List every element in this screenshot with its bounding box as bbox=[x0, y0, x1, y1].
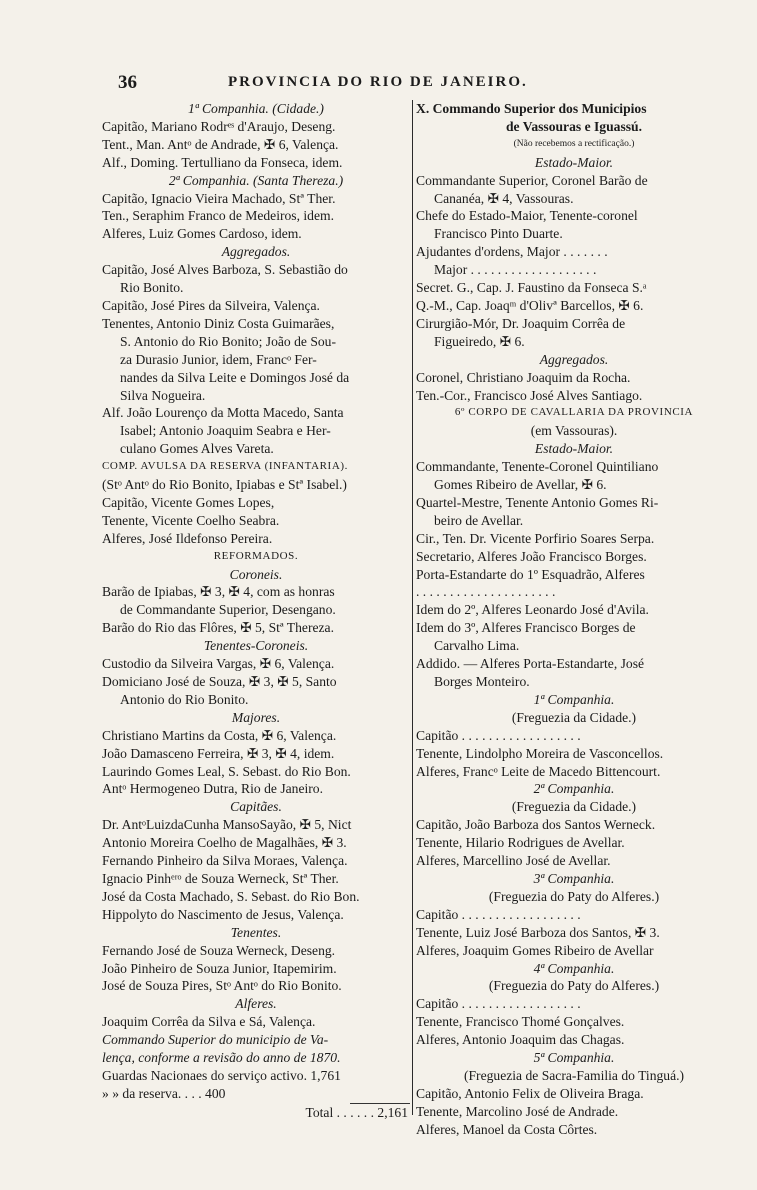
text-line: Secretario, Alferes João Francisco Borges. bbox=[416, 548, 647, 564]
text-line: Estado-Maior. bbox=[534, 154, 614, 170]
text-line: Francisco Pinto Duarte. bbox=[434, 226, 563, 242]
text-line: Tenente, Lindolpho Moreira de Vasconcellos. bbox=[416, 745, 664, 761]
text-line: nandes da Silva Leite e Domingos José da bbox=[120, 369, 350, 385]
text-line: Hippolyto do Nascimento de Jesus, Valença. bbox=[102, 906, 344, 922]
text-line: . . . . . . . . . . . . . . . . . . . . . bbox=[416, 584, 556, 600]
text-line: Tenente, Hilario Rodrigues de Avellar. bbox=[416, 835, 625, 851]
text-line: (Stᵒ Antᵒ do Rio Bonito, Ipiabas e Stª Isabel.) bbox=[102, 477, 347, 493]
text-line: Tenentes, Antonio Diniz Costa Guimarães, bbox=[102, 315, 335, 331]
text-line: Cananéa, ✠ 4, Vassouras. bbox=[434, 190, 574, 206]
text-line: Antonio Moreira Coelho de Magalhães, ✠ 3. bbox=[102, 835, 347, 851]
text-line: Alferes, Marcellino José de Avellar. bbox=[416, 853, 611, 869]
text-line: (Freguezia do Paty do Alferes.) bbox=[488, 888, 660, 904]
text-line: Porta-Estandarte do 1º Esquadrão, Alferes bbox=[416, 566, 645, 582]
text-line: Addido. — Alferes Porta-Estandarte, José bbox=[416, 656, 645, 672]
text-line: lença, conforme a revisão do anno de 1870. bbox=[102, 1050, 341, 1066]
text-line: Majores. bbox=[231, 709, 281, 725]
text-line: (Freguezia da Cidade.) bbox=[511, 709, 637, 725]
text-line: Carvalho Lima. bbox=[434, 638, 520, 654]
text-line: Capitães. bbox=[230, 799, 282, 815]
text-line: X. Commando Superior dos Municipios bbox=[416, 101, 647, 116]
text-line: 5ª Companhia. bbox=[533, 1050, 615, 1066]
text-line: Tenente, Marcolino José de Andrade. bbox=[416, 1103, 619, 1119]
text-line: 6º CORPO DE CAVALLARIA DA PROVINCIA bbox=[454, 406, 694, 419]
page-header bbox=[118, 72, 717, 96]
right-column bbox=[416, 100, 732, 1139]
text-line: Alferes, Luiz Gomes Cardoso, idem. bbox=[102, 226, 302, 242]
text-line: Alferes, Antonio Joaquim das Chagas. bbox=[416, 1032, 625, 1048]
text-line: (em Vassouras). bbox=[530, 423, 618, 439]
text-line: Alf. João Lourenço da Motta Macedo, Santa bbox=[102, 405, 344, 421]
text-line: Aggregados. bbox=[539, 351, 609, 367]
text-line: Joaquim Corrêa da Silva e Sá, Valença. bbox=[102, 1014, 316, 1030]
text-line: Alferes. bbox=[235, 996, 277, 1012]
text-line: 2ª Companhia. bbox=[533, 781, 615, 797]
text-line: Custodio da Silveira Vargas, ✠ 6, Valença. bbox=[102, 656, 335, 672]
text-line: Domiciano José de Souza, ✠ 3, ✠ 5, Santo bbox=[102, 674, 337, 689]
text-line: João Pinheiro de Souza Junior, Itapemirim. bbox=[102, 960, 337, 976]
text-line: 2ª Companhia. (Santa Thereza.) bbox=[168, 172, 344, 188]
text-line: S. Antonio do Rio Bonito; João de Sou- bbox=[120, 333, 337, 349]
text-line: Ignacio Pinhᵉʳᵒ de Souza Werneck, Stª Ther. bbox=[102, 870, 339, 886]
text-line: Secret. G., Cap. J. Faustino da Fonseca S.ᵃ bbox=[416, 280, 647, 296]
text-line: 1ª Companhia. bbox=[533, 691, 615, 707]
text-line: Commandante, Tenente-Coronel Quintiliano bbox=[416, 459, 659, 475]
text-line: Capitão . . . . . . . . . . . . . . . . . . bbox=[416, 727, 581, 743]
text-line: Figueiredo, ✠ 6. bbox=[434, 333, 525, 349]
text-line: Major . . . . . . . . . . . . . . . . . . . bbox=[434, 262, 597, 278]
text-line: Alferes, José Ildefonso Pereira. bbox=[102, 530, 273, 546]
text-line: Dr. AntᵒLuizdaCunha MansoSayão, ✠ 5, Nict bbox=[102, 817, 352, 833]
text-line: Alferes, Manoel da Costa Côrtes. bbox=[416, 1121, 598, 1137]
text-line: Idem do 3º, Alferes Francisco Borges de bbox=[416, 620, 636, 636]
text-line: João Damasceno Ferreira, ✠ 3, ✠ 4, idem. bbox=[102, 745, 335, 761]
text-line: Alferes, Francᵒ Leite de Macedo Bittencourt. bbox=[416, 763, 661, 779]
text-line: culano Gomes Alves Vareta. bbox=[120, 441, 274, 457]
text-line: beiro de Avellar. bbox=[434, 512, 524, 528]
text-line: Ten.-Cor., Francisco José Alves Santiago. bbox=[416, 387, 643, 403]
text-line: Tent., Man. Antᵒ de Andrade, ✠ 6, Valença. bbox=[102, 136, 339, 152]
text-line: (Freguezia da Cidade.) bbox=[511, 799, 637, 815]
text-line: Tenente, Vicente Coelho Seabra. bbox=[102, 512, 280, 528]
text-line: Capitão, José Alves Barboza, S. Sebastião do bbox=[102, 262, 348, 278]
text-line: Tenente, Luiz José Barboza dos Santos, ✠ 3. bbox=[416, 924, 660, 940]
text-line: Barão do Rio das Flôres, ✠ 5, Stª Thereza. bbox=[102, 620, 334, 636]
text-line: Tenentes-Coroneis. bbox=[203, 638, 309, 654]
text-line: Christiano Martins da Costa, ✠ 6, Valença. bbox=[102, 727, 337, 743]
page-number: 36 bbox=[118, 72, 137, 93]
text-line: José da Costa Machado, S. Sebast. do Rio Bon. bbox=[102, 888, 360, 904]
text-line: Cirurgião-Mór, Dr. Joaquim Corrêa de bbox=[416, 315, 626, 331]
text-line: Capitão . . . . . . . . . . . . . . . . . . bbox=[416, 996, 581, 1012]
text-line: Capitão, Antonio Felix de Oliveira Braga. bbox=[416, 1085, 644, 1101]
running-title: PROVINCIA DO RIO DE JANEIRO. bbox=[228, 74, 528, 90]
text-line: Antᵒ Hermogeneo Dutra, Rio de Janeiro. bbox=[102, 781, 323, 797]
text-line: Fernando Pinheiro da Silva Moraes, Valença. bbox=[102, 853, 348, 869]
text-line: Gomes Ribeiro de Avellar, ✠ 6. bbox=[434, 477, 607, 493]
text-line: Q.-M., Cap. Joaqᵐ d'Olivª Barcellos, ✠ 6. bbox=[416, 297, 644, 313]
text-line: (Freguezia do Paty do Alferes.) bbox=[488, 978, 660, 994]
text-line: de Commandante Superior, Desengano. bbox=[120, 602, 336, 618]
column-divider bbox=[412, 100, 413, 1115]
text-line: Guardas Nacionaes do serviço activo. 1,761 bbox=[102, 1067, 341, 1083]
text-line: Capitão, João Barboza dos Santos Werneck. bbox=[416, 817, 656, 833]
text-line: (Freguezia de Sacra-Familia do Tinguá.) bbox=[463, 1067, 685, 1083]
text-line: za Durasio Junior, idem, Francᵒ Fer- bbox=[120, 351, 317, 367]
text-line: Capitão, Mariano Rodrᵉˢ d'Araujo, Deseng. bbox=[102, 118, 336, 134]
text-line: Capitão . . . . . . . . . . . . . . . . . . bbox=[416, 906, 581, 922]
text-line: Barão de Ipiabas, ✠ 3, ✠ 4, com as honras bbox=[102, 584, 335, 600]
text-line: (Não recebemos a rectificação.) bbox=[513, 138, 635, 149]
text-line: de Vassouras e Iguassú. bbox=[506, 118, 642, 134]
text-line: Chefe do Estado-Maior, Tenente-coronel bbox=[416, 208, 638, 224]
text-line: Idem do 2º, Alferes Leonardo José d'Avila. bbox=[416, 602, 649, 618]
text-line: Laurindo Gomes Leal, S. Sebast. do Rio Bon. bbox=[102, 763, 351, 779]
text-line: Fernando José de Souza Werneck, Deseng. bbox=[102, 942, 336, 958]
text-line: Cir., Ten. Dr. Vicente Porfirio Soares Serpa. bbox=[416, 530, 655, 546]
text-line: Coronel, Christiano Joaquim da Rocha. bbox=[416, 369, 631, 385]
text-line: Commandante Superior, Coronel Barão de bbox=[416, 172, 648, 188]
text-line: Capitão, José Pires da Silveira, Valença. bbox=[102, 297, 320, 313]
text-line: Alf., Doming. Tertulliano da Fonseca, idem. bbox=[102, 154, 343, 170]
text-line: Isabel; Antonio Joaquim Seabra e Her- bbox=[120, 423, 331, 439]
text-line: Rio Bonito. bbox=[120, 280, 184, 296]
text-line: Coroneis. bbox=[229, 566, 283, 582]
text-line: Ajudantes d'ordens, Major . . . . . . . bbox=[416, 244, 608, 260]
text-line: Tenentes. bbox=[230, 924, 282, 940]
text-line: Aggregados. bbox=[221, 244, 291, 260]
text-line: Borges Monteiro. bbox=[434, 674, 530, 689]
text-line: COMP. AVULSA DA RESERVA (INFANTARIA). bbox=[102, 460, 348, 473]
text-line: REFORMADOS. bbox=[213, 549, 299, 562]
text-line: Capitão, Ignacio Vieira Machado, Stª Ther. bbox=[102, 190, 336, 206]
text-line: Tenente, Francisco Thomé Gonçalves. bbox=[416, 1014, 625, 1030]
text-line: » » da reserva. . . . 400 bbox=[102, 1085, 226, 1101]
text-line: Capitão, Vicente Gomes Lopes, bbox=[102, 494, 275, 510]
text-line: Silva Nogueira. bbox=[120, 387, 206, 403]
text-line: Estado-Maior. bbox=[534, 441, 614, 457]
text-line: Alferes, Joaquim Gomes Ribeiro de Avellar bbox=[416, 942, 654, 958]
text-line: Quartel-Mestre, Tenente Antonio Gomes Ri- bbox=[416, 494, 659, 510]
left-column bbox=[102, 100, 410, 1122]
text-line: Antonio do Rio Bonito. bbox=[120, 691, 249, 707]
text-line: Ten., Seraphim Franco de Medeiros, idem. bbox=[102, 208, 334, 224]
text-line: 1ª Companhia. (Cidade.) bbox=[188, 101, 324, 116]
total-line: Total . . . . . . 2,161 bbox=[305, 1104, 408, 1120]
text-line: 4ª Companhia. bbox=[533, 960, 615, 976]
text-line: José de Souza Pires, Stᵒ Antᵒ do Rio Bonito. bbox=[102, 978, 342, 994]
text-line: 3ª Companhia. bbox=[533, 870, 615, 886]
text-line: Commando Superior do municipio de Va- bbox=[102, 1032, 329, 1048]
